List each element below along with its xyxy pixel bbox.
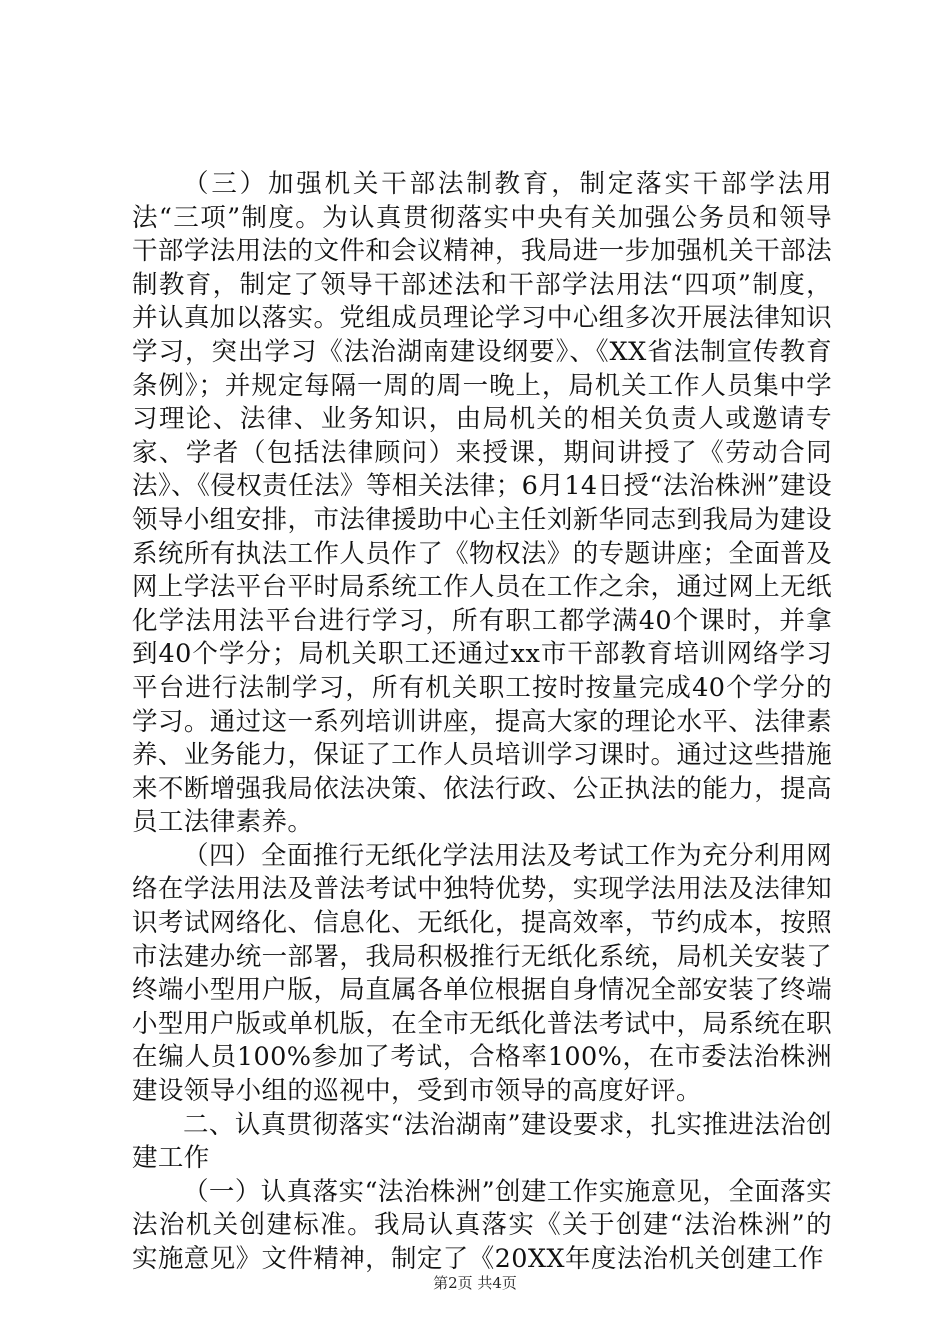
document-body: [132, 168, 832, 1277]
page-footer: 第2页 共4页: [433, 1274, 517, 1292]
heading-section-two: 二、认真贯彻落实“法治湖南”建设要求，扎实推进法治创建工作: [132, 1109, 832, 1174]
paragraph-section-4: （四）全面推行无纸化学法用法及考试工作为充分利用网络在学法用法及普法考试中独特优势，实现学法用法及法律知识考试网络化、信息化、无纸化，提高效率，节约成本，按照市法建办统一部署，我局积极推行无纸化系统，局机关安装了终端小型用户版，局直属各单位根据自身情况全部安装了终端小型用户版或单机版，在全市无纸化普法考试中，局系统在职在编人员100%参加了考试，合格率100%，在市委法治株洲建设领导小组的巡视中，受到市领导的高度好评。: [132, 840, 832, 1107]
paragraph-subsection-1: （一）认真落实“法治株洲”创建工作实施意见，全面落实法治机关创建标准。我局认真落实《关于创建“法治株洲”的实施意见》文件精神，制定了《20XX年度法治机关创建工作: [132, 1176, 832, 1274]
paragraph-section-3: （三）加强机关干部法制教育，制定落实干部学法用法“三项”制度。为认真贯彻落实中央有关加强公务员和领导干部学法用法的文件和会议精神，我局进一步加强机关干部法制教育，制定了领导干部述法和干部学法用法“四项”制度，并认真加以落实。党组成员理论学习中心组多次开展法律知识学习，突出学习《法治湖南建设纲要》、《XX省法制宣传教育条例》；并规定每隔一周的周一晚上，局机关工作人员集中学习理论、法律、业务知识，由局机关的相关负责人或邀请专家、学者（包括法律顾问）来授课，期间讲授了《劳动合同法》、《侵权责任法》等相关法律；6月14日授“法治株洲”建设领导小组安排，市法律援助中心主任刘新华同志到我局为建设系统所有执法工作人员作了《物权法》的专题讲座；全面普及网上学法平台平时局系统工作人员在工作之余，通过网上无纸化学法用法平台进行学习，所有职工都学满40个课时，并拿到40个学分；局机关职工还通过xx市干部教育培训网络学习平台进行法制学习，所有机关职工按时按量完成40个学分的学习。通过这一系列培训讲座，提高大家的理论水平、法律素养、业务能力，保证了工作人员培训学习课时。通过这些措施来不断增强我局依法决策、依法行政、公正执法的能力，提高员工法律素养。: [132, 169, 832, 838]
